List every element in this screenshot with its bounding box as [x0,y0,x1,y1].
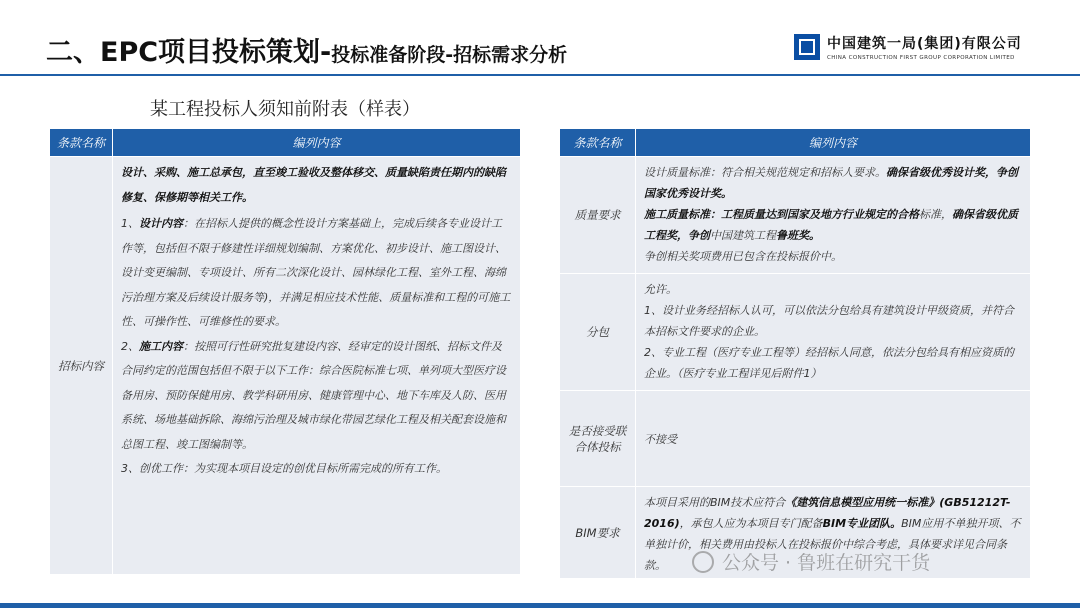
bottom-accent-bar [0,603,1080,608]
row-content [113,156,520,574]
company-logo [794,33,1022,61]
row-content: 不接受 [636,390,1030,486]
left-table-header [50,129,520,156]
table-row-subcontract [560,273,1030,390]
paragraph: 1、设计内容：在招标人提供的概念性设计方案基础上，完成后续各专业设计工作等，包括但不限于修建性详细规划编制、方案优化、初步设计、施工图设计、设计变更编制、专项设计、所有二次深化设计、园林绿化工程、室外工程、海绵污治理方案及后续设计服务等)，并满足相应技术性能、质量标准和工程的可施工性、可操作性、可维修性的要求。 [121,217,511,328]
row-content: 允许。 1、设计业务经招标人认可，可以依法分包给具有建筑设计甲级资质，并符合本招标文件要求的企业。 2、专业工程（医疗专业工程等）经招标人同意，依法分包给具有相应资质的企业。（医疗专业工程详见后附件1） [636,273,1030,390]
wechat-icon [692,551,714,573]
header-content: 编列内容 [636,129,1030,156]
row-content: 设计质量标准：符合相关规范规定和招标人要求。确保省级优秀设计奖，争创国家优秀设计奖。 施工质量标准：工程质量达到国家及地方行业规定的合格标准，确保省级优质工程奖，争创中国建筑工程鲁班奖。 争创相关奖项费用已包含在投标报价中。 [636,156,1030,273]
row-label: 招标内容 [50,156,113,574]
table-row [50,156,520,574]
company-name-cn: 中国建筑一局(集团)有限公司 [827,36,1022,52]
right-table [560,129,1030,578]
cscec-logo-icon [794,34,820,60]
paragraph: 3、创优工作：为实现本项目设定的创优目标所需完成的所有工作。 [121,462,447,475]
slide-title-sub: 投标准备阶段-招标需求分析 [331,44,568,66]
watermark: 公众号 · 鲁班在研究干货 [692,548,930,575]
company-name-en: CHINA CONSTRUCTION FIRST GROUP CORPORATION LIMITED [827,55,1015,61]
document-title: 某工程投标人须知前附表（样表） [150,99,420,120]
row-label: 分包 [560,273,636,390]
header-divider [0,74,1080,76]
slide-title [46,30,567,69]
row-label: BIM要求 [560,486,636,578]
right-table-header [560,129,1030,156]
header-clause-name: 条款名称 [560,129,636,156]
left-table [50,129,520,574]
row-label: 是否接受联合体投标 [560,390,636,486]
paragraph: 设计、采购、施工总承包，直至竣工验收及整体移交、质量缺陷责任期内的缺陷修复、保修期等相关工作。 [121,166,506,204]
row-label: 质量要求 [560,156,636,273]
header-content: 编列内容 [113,129,520,156]
table-row-quality [560,156,1030,273]
table-row-consortium [560,390,1030,486]
paragraph: 2、施工内容：按照可行性研究批复建设内容、经审定的设计图纸、招标文件及合同约定的范围包括但不限于以下工作：综合医院标准七项、单列项大型医疗设备用房、预防保健用房、教学科研用房、健康管理中心、地下车库及人防、医用系统、场地基础拆除、海绵污治理及城市绿化带园艺绿化工程及相关配套设施和总图工程、竣工图编制等。 [121,339,506,451]
slide-title-main: 二、EPC项目投标策划- [46,37,332,68]
header-clause-name: 条款名称 [50,129,113,156]
row-content: 本项目采用的BIM技术应符合《建筑信息模型应用统一标准》(GB51212T-2016)，承包人应为本项目专门配备BIM专业团队。BIM应用不单独开项、不单独计价，相关费用由投标人在投标报价中综合考虑，具体要求详见合同条款。 [636,486,1030,578]
